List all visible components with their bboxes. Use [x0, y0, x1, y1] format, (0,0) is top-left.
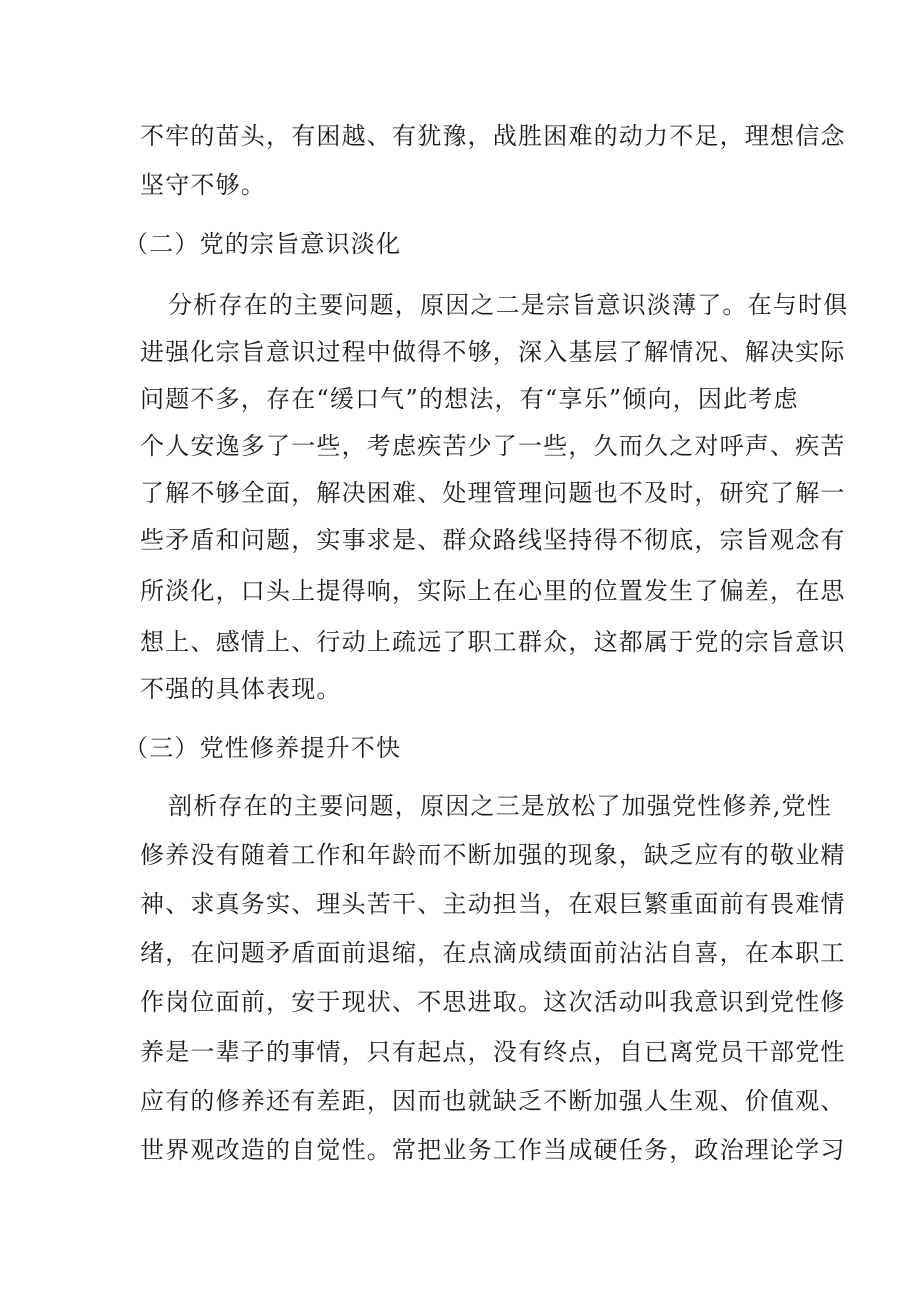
text-line: 作岗位面前，安于现状、不思进取。这次活动叫我意识到党性修 [140, 988, 846, 1016]
text-line: 不牢的苗头，有困越、有犹豫，战胜困难的动力不足，理想信念 [140, 122, 846, 150]
text-line: 个人安逸多了一些，考虑疾苦少了一些，久而久之对呼声、疾苦 [140, 432, 846, 460]
text-line: 了解不够全面，解决困难、处理管理问题也不及时，研究了解一 [140, 479, 846, 507]
text-line: 不强的具体表现。 [140, 675, 342, 703]
text-line: 剖析存在的主要问题，原因之三是放松了加强党性修养,党性 [168, 792, 833, 820]
text-line: 修养没有随着工作和年龄而不断加强的现象，缺乏应有的敬业精 [140, 841, 846, 869]
text-line: 应有的修养还有差距，因而也就缺乏不断加强人生观、价值观、 [140, 1087, 846, 1115]
text-line: 坚守不够。 [140, 171, 266, 199]
text-line: 世界观改造的自觉性。常把业务工作当成硬任务，政治理论学习 [140, 1136, 846, 1164]
text-line: 问题不多，存在“缓口气”的想法，有“享乐”倾向，因此考虑 [140, 385, 799, 413]
text-line: 进强化宗旨意识过程中做得不够，深入基层了解情况、解决实际 [140, 338, 846, 366]
text-line: 想上、感情上、行动上疏远了职工群众，这都属于党的宗旨意识 [140, 628, 846, 656]
text-line: 分析存在的主要问题，原因之二是宗旨意识淡薄了。在与时俱 [168, 291, 849, 319]
section-heading: （二）党的宗旨意识淡化 [124, 230, 402, 258]
text-line: 养是一辈子的事情，只有起点，没有终点，自已离党员干部党性 [140, 1038, 846, 1066]
text-line: 所淡化，口头上提得响，实际上在心里的位置发生了偏差，在思 [140, 577, 846, 605]
text-line: 神、求真务实、理头苦干、主动担当，在艰巨繁重面前有畏难情 [140, 890, 846, 918]
section-heading: （三）党性修养提升不快 [124, 734, 402, 762]
text-line: 些矛盾和问题，实事求是、群众路线坚持得不彻底，宗旨观念有 [140, 526, 846, 554]
text-line: 绪，在问题矛盾面前退缩，在点滴成绩面前沾沾自喜，在本职工 [140, 939, 846, 967]
